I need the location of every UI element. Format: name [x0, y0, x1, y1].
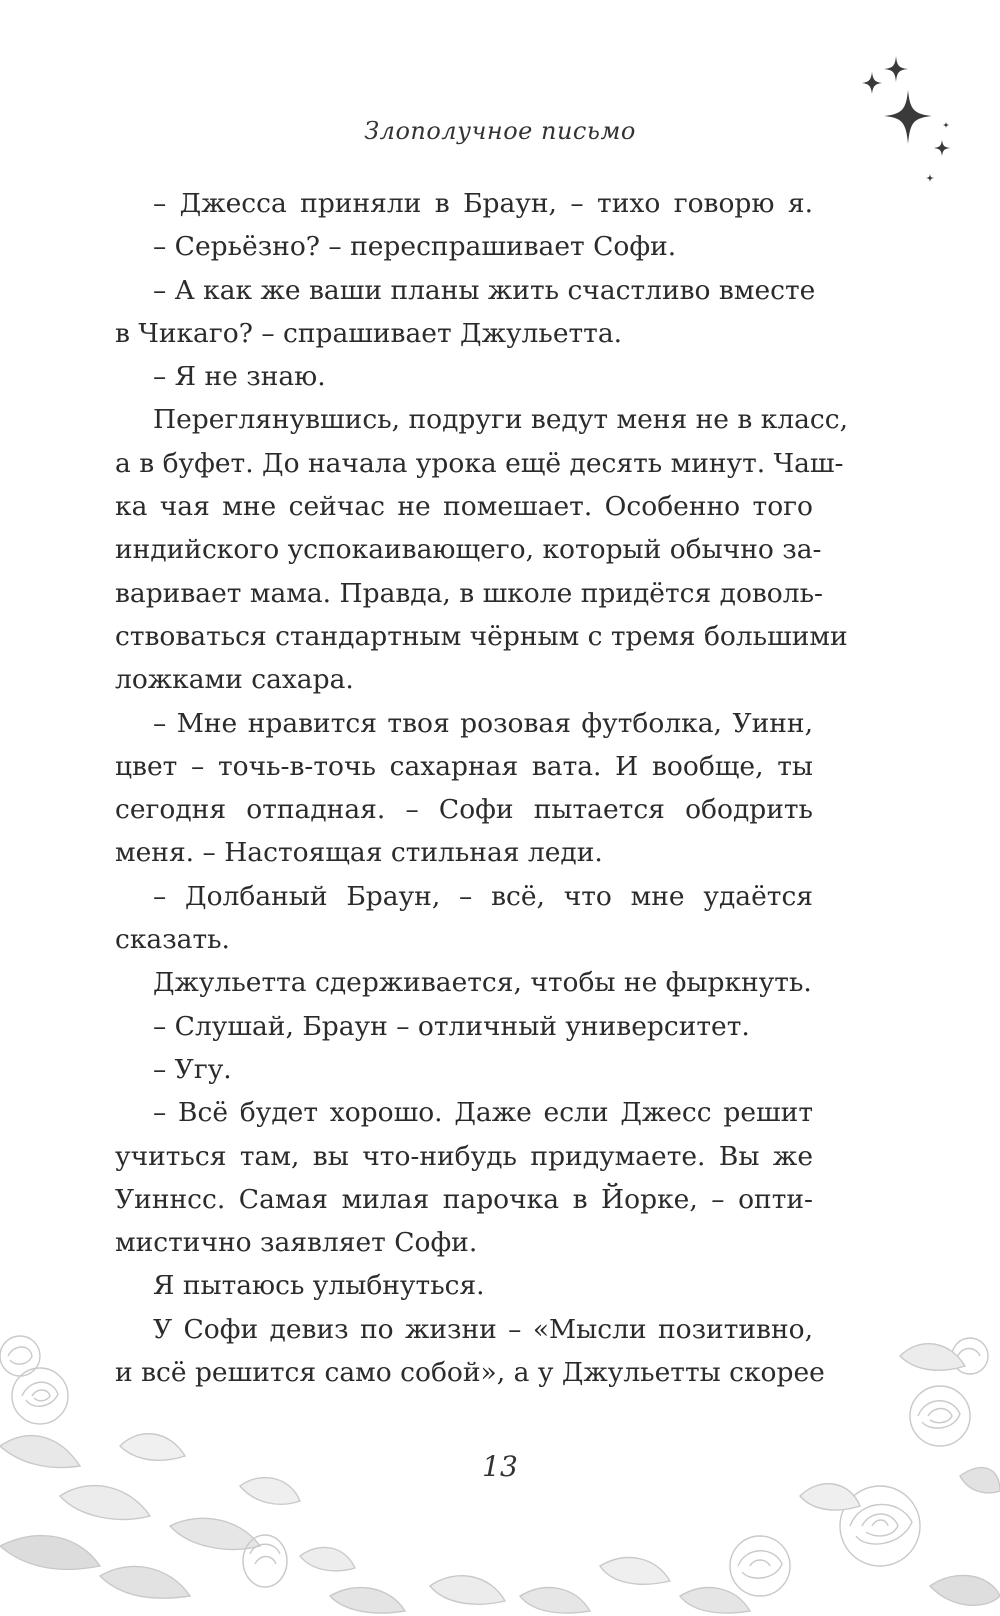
running-title: Злополучное письмо	[364, 117, 636, 145]
text-line: учиться там, вы что-нибудь придумаете. Вы же	[115, 1140, 813, 1172]
text-line: Уиннсс. Самая милая парочка в Йорке, – опти-	[115, 1183, 813, 1215]
text-line: мистично заявляет Софи.	[115, 1227, 478, 1259]
text-line: Переглянувшись, подруги ведут меня не в класс,	[153, 404, 849, 436]
text-line: – Слушай, Браун – отличный университет.	[153, 1010, 750, 1042]
text-line: Джульетта сдерживается, чтобы не фыркнуть.	[153, 967, 812, 999]
text-line: варивает мама. Правда, в школе придётся доволь-	[115, 577, 823, 609]
text-line: цвет – точь-в-точь сахарная вата. И вообще, ты	[115, 750, 813, 782]
text-line: – Угу.	[153, 1053, 232, 1085]
text-line: сегодня отпадная. – Софи пытается ободрить	[115, 794, 813, 826]
rose-left-icon	[0, 1336, 68, 1424]
text-line: У Софи девиз по жизни – «Мысли позитивно,	[153, 1313, 813, 1345]
text-line: – Серьёзно? – переспрашивает Софи.	[153, 231, 677, 263]
text-line: меня. – Настоящая стильная леди.	[115, 837, 603, 869]
text-line: ка чая мне сейчас не помешает. Особенно того	[115, 491, 813, 523]
text-line: Я пытаюсь улыбнуться.	[153, 1270, 485, 1302]
text-line: ложками сахара.	[115, 664, 354, 696]
text-line: – Долбаный Браун, – всё, что мне удаётся	[153, 880, 813, 912]
body-text	[115, 182, 849, 1394]
page-number: 13	[482, 1450, 518, 1483]
text-line: сказать.	[115, 924, 230, 956]
text-line: – Всё будет хорошо. Даже если Джесс решит	[153, 1097, 813, 1129]
text-line: ствоваться стандартным чёрным с тремя большими	[115, 620, 848, 652]
text-line: – Мне нравится твоя розовая футболка, Уинн,	[153, 707, 813, 739]
text-line: – А как же ваши планы жить счастливо вместе	[153, 274, 816, 306]
text-line: индийского успокаивающего, который обычно за-	[115, 534, 822, 566]
rose-bud-icon	[243, 1535, 287, 1587]
text-line: в Чикаго? – спрашивает Джульетта.	[115, 317, 623, 349]
sparkles-icon	[858, 52, 958, 192]
text-line: – Я не знаю.	[153, 361, 326, 393]
text-line: а в буфет. До начала урока ещё десять минут. Чаш-	[115, 447, 844, 479]
text-line: – Джесса приняли в Браун, – тихо говорю я.	[153, 188, 813, 219]
text-line: и всё решится само собой», а у Джульетты скорее	[115, 1357, 825, 1389]
